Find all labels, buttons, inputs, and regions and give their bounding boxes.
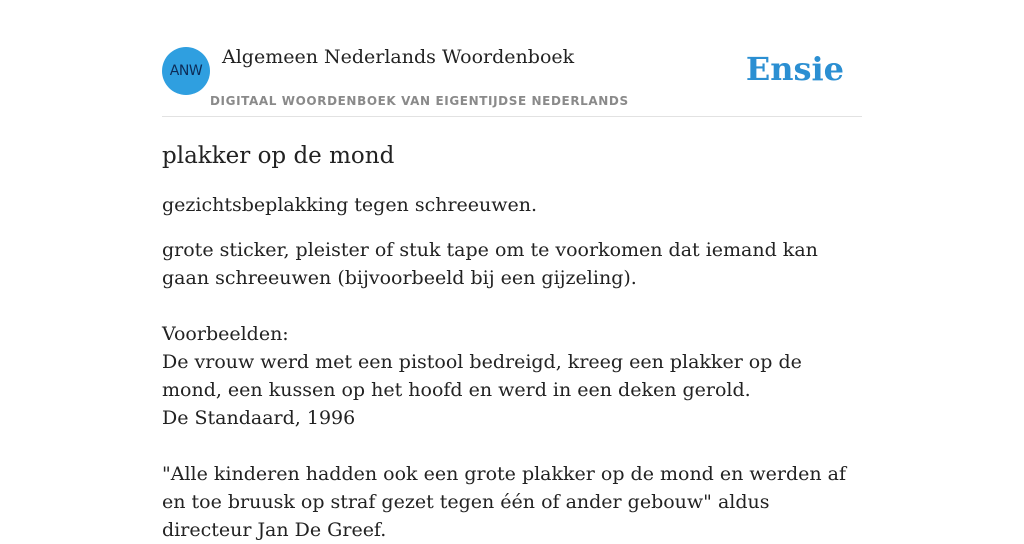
example-item	[162, 348, 862, 432]
site-subtitle: DIGITAAL WOORDENBOEK VAN EIGENTIJDSE NEDERLANDS	[210, 94, 629, 108]
site-title[interactable]: Algemeen Nederlands Woordenboek	[222, 46, 575, 68]
example-text: De vrouw werd met een pistool bedreigd, kreeg een plakker op de mond, een kussen op het hoofd en werd in een deken gerold.	[162, 351, 802, 401]
definition: grote sticker, pleister of stuk tape om te voorkomen dat iemand kan gaan schreeuwen (bijvoorbeeld bij een gijzeling).	[162, 239, 818, 289]
anw-logo[interactable]: ANW	[162, 47, 210, 95]
entry-term: plakker op de mond	[162, 143, 395, 169]
example-source: De Standaard, 1996	[162, 407, 356, 429]
examples-section	[162, 320, 862, 544]
example-item	[162, 460, 862, 544]
examples-heading: Voorbeelden:	[162, 323, 289, 345]
page	[162, 0, 862, 544]
short-definition: gezichtsbeplakking tegen schreeuwen.	[162, 194, 538, 216]
example-text: "Alle kinderen hadden ook een grote plakker op de mond en werden af en toe bruusk op straf gezet tegen één of ander gebouw" aldus directeur Jan De Greef.	[162, 463, 847, 541]
site-header	[162, 0, 862, 117]
ensie-brand-link[interactable]: Ensie	[745, 50, 844, 88]
